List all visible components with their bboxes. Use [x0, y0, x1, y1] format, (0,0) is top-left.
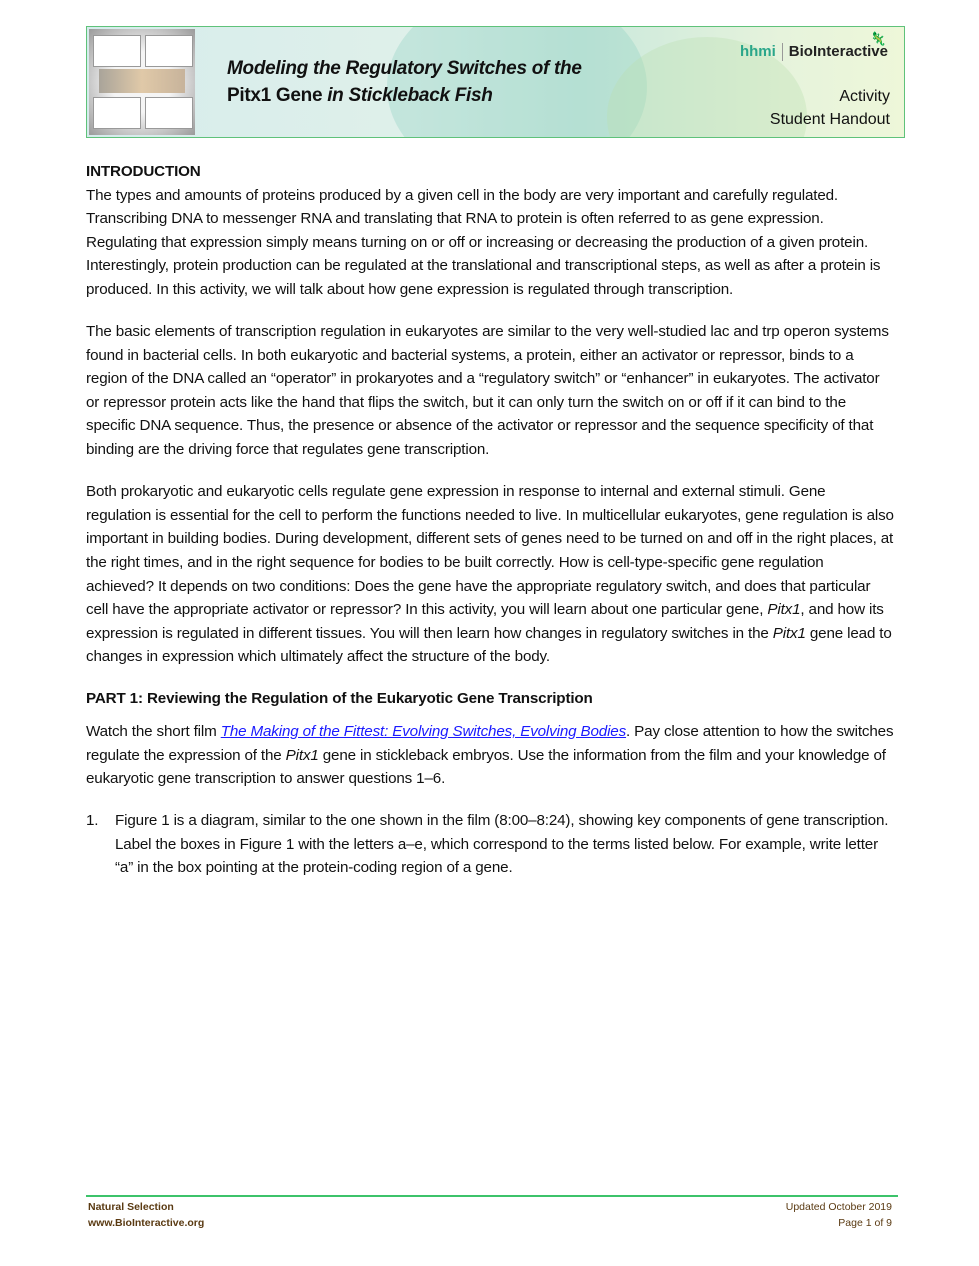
text: gene in stickleback embryos. Use the information from the film and your knowledge of eukaryotic gene transcription to answer questions 1–6.: [86, 746, 886, 788]
text: Both prokaryotic and eukaryotic cells regulate gene expression in response to internal and external stimuli. Gene regulation is essential for the cell to perform the functions needed to live. In multicellular eukaryotes, gene regulation is also important in building bodies. During development, different sets of genes need to be turned on and off in the right places, at the right times, and in the right sequence for bodies to be built correctly. How is cell-type-specific gene regulation achieved? It depends on two conditions: Does the gene have the appropriate regulatory switch, and does that particular cell have the appropriate activator or repressor? In this activity, you will learn about one particular gene,: [86, 483, 894, 619]
footer-page-number: Page 1 of 9: [838, 1217, 892, 1229]
question-1: [86, 809, 894, 880]
text: . Pay close attention to how the switches regulate the expression of the: [86, 722, 894, 764]
part1-heading: PART 1: Reviewing the Regulation of the Eukaryotic Gene Transcription: [86, 690, 593, 708]
thumbnail-image: [89, 29, 195, 135]
film-link[interactable]: The Making of the Fittest: Evolving Switches, Evolving Bodies: [220, 722, 627, 740]
text: gene lead to changes in expression which ultimately affect the structure of the body.: [86, 624, 892, 666]
footer-unit: Natural Selection: [88, 1201, 174, 1213]
header-banner: [86, 26, 905, 138]
footer-website: www.BioInteractive.org: [88, 1217, 205, 1229]
hhmi-biointeractive-logo: [740, 43, 888, 61]
gene-name: Pitx1: [767, 601, 801, 619]
page-footer: [86, 1195, 898, 1229]
document-type: [770, 85, 890, 131]
gene-name: Pitx1: [772, 624, 806, 642]
intro-paragraph-3: [86, 480, 894, 669]
document-body: [86, 160, 894, 880]
lizard-logo-icon: 🦎: [870, 31, 887, 46]
text: , and how its expression is regulated in different tissues. You will then learn how changes in regulatory switches in the: [86, 601, 884, 642]
footer-updated: Updated October 2019: [785, 1201, 892, 1213]
gene-name: Pitx1: [285, 746, 319, 764]
intro-heading: INTRODUCTION: [86, 163, 201, 180]
part1-paragraph: [86, 720, 894, 791]
title-line-1: Modeling the Regulatory Switches of the: [227, 58, 582, 79]
text: Watch the short film: [86, 722, 221, 740]
page-title: [227, 55, 582, 109]
title-gene: Pitx1 Gene: [227, 85, 328, 106]
title-line-2: in Stickleback Fish: [327, 85, 493, 106]
type-handout: Student Handout: [769, 111, 890, 128]
logo-hhmi: hhmi: [739, 43, 776, 60]
question-number: 1.: [86, 812, 99, 830]
intro-paragraph-2: The basic elements of transcription regulation in eukaryotes are similar to the very well-studied lac and trp operon systems found in bacterial cells. In both eukaryotic and bacterial systems, a protein, either an activator or repressor, binds to a region of the DNA called an “operator” in prokaryotes and a “regulatory switch” or “enhancer” in eukaryotes. The activator or repressor protein acts like the hand that flips the switch, but it can only turn the switch on or off if it can bind to the specific DNA sequence. Thus, the presence or absence of the activator or repressor and the sequence specificity of that binding are the driving force that regulates gene transcription.: [86, 323, 889, 459]
question-text: Figure 1 is a diagram, similar to the one shown in the film (8:00–8:24), showing key components of gene transcription. Label the boxes in Figure 1 with the letters a–e, which correspond to the terms listed below. For example, write letter “a” in the box pointing at the protein-coding region of a gene.: [115, 812, 889, 877]
intro-paragraph-1: The types and amounts of proteins produced by a given cell in the body are very important and carefully regulated. Transcribing DNA to messenger RNA and translating that RNA to protein is often referred to as gene expression. Regulating that expression simply means turning on or off or increasing or decreasing the production of a given protein. Interestingly, protein production can be regulated at the translational and transcriptional steps, as well as after a protein is produced. In this activity, we will talk about how gene expression is regulated through transcription.: [86, 186, 881, 298]
logo-biointeractive: BioInteractive: [788, 43, 888, 60]
type-activity: Activity: [839, 88, 890, 105]
